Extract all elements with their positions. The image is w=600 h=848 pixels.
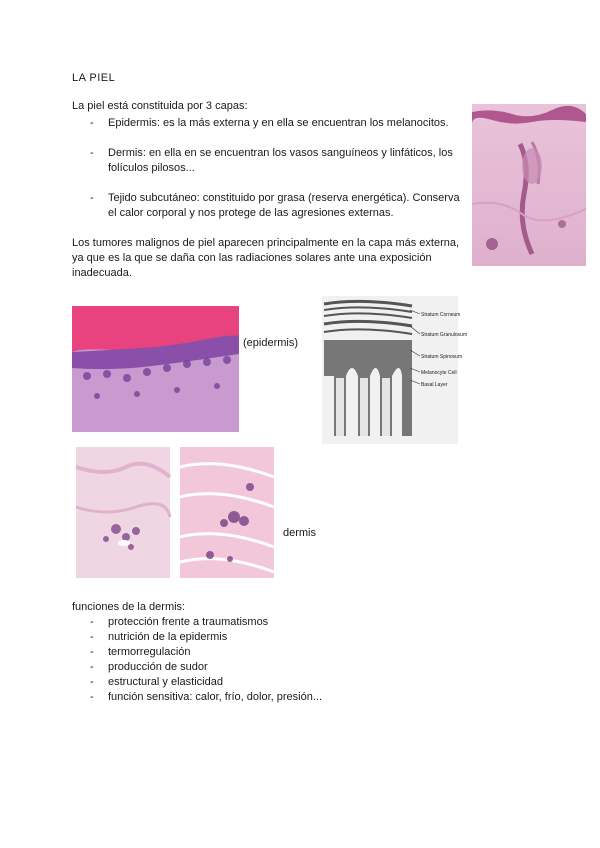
epidermis-label: (epidermis) bbox=[243, 337, 299, 349]
page-title: LA PIEL bbox=[72, 72, 116, 84]
list-item: - estructural y elasticidad bbox=[72, 675, 472, 690]
list-item: - protección frente a traumatismos bbox=[72, 615, 472, 630]
dermis-label: dermis bbox=[283, 527, 317, 539]
epidermis-image bbox=[72, 306, 239, 432]
diagram-label: Basal Layer bbox=[421, 382, 448, 388]
list-item: - termorregulación bbox=[72, 645, 472, 660]
diagram-label: Stratum Granulosum bbox=[421, 332, 468, 338]
intro-text: La piel está constituida por 3 capas: bbox=[72, 100, 248, 112]
functions-list bbox=[72, 615, 472, 705]
list-item: - función sensitiva: calor, frío, dolor, presión... bbox=[72, 690, 472, 705]
dermis-image-1 bbox=[76, 447, 170, 578]
diagram-label: Melanocyte Cell bbox=[421, 370, 457, 376]
list-item: - Dermis: en ella en se encuentran los vasos sanguíneos y linfáticos, los folículos pilosos... bbox=[72, 146, 464, 176]
dermis-image-2 bbox=[180, 447, 274, 578]
list-item: - Epidermis: es la más externa y en ella se encuentran los melanocitos. bbox=[72, 116, 464, 131]
diagram-label: Stratum Corneum bbox=[421, 312, 461, 318]
functions-title: funciones de la dermis: bbox=[72, 601, 186, 613]
diagram-label: Stratum Spinosum bbox=[421, 354, 463, 360]
layers-list bbox=[72, 116, 464, 236]
list-item: - nutrición de la epidermis bbox=[72, 630, 472, 645]
stratum-diagram bbox=[322, 296, 468, 444]
list-item: - producción de sudor bbox=[72, 660, 472, 675]
list-item: - Tejido subcutáneo: constituido por grasa (reserva energética). Conserva el calor corporal y nos protege de las agresiones externas. bbox=[72, 191, 464, 221]
skin-section-image bbox=[472, 104, 586, 266]
tumor-paragraph: Los tumores malignos de piel aparecen principalmente en la capa más externa, ya que es la que se daña con las radiaciones solares ante una exposición inadecuada. bbox=[72, 237, 460, 279]
